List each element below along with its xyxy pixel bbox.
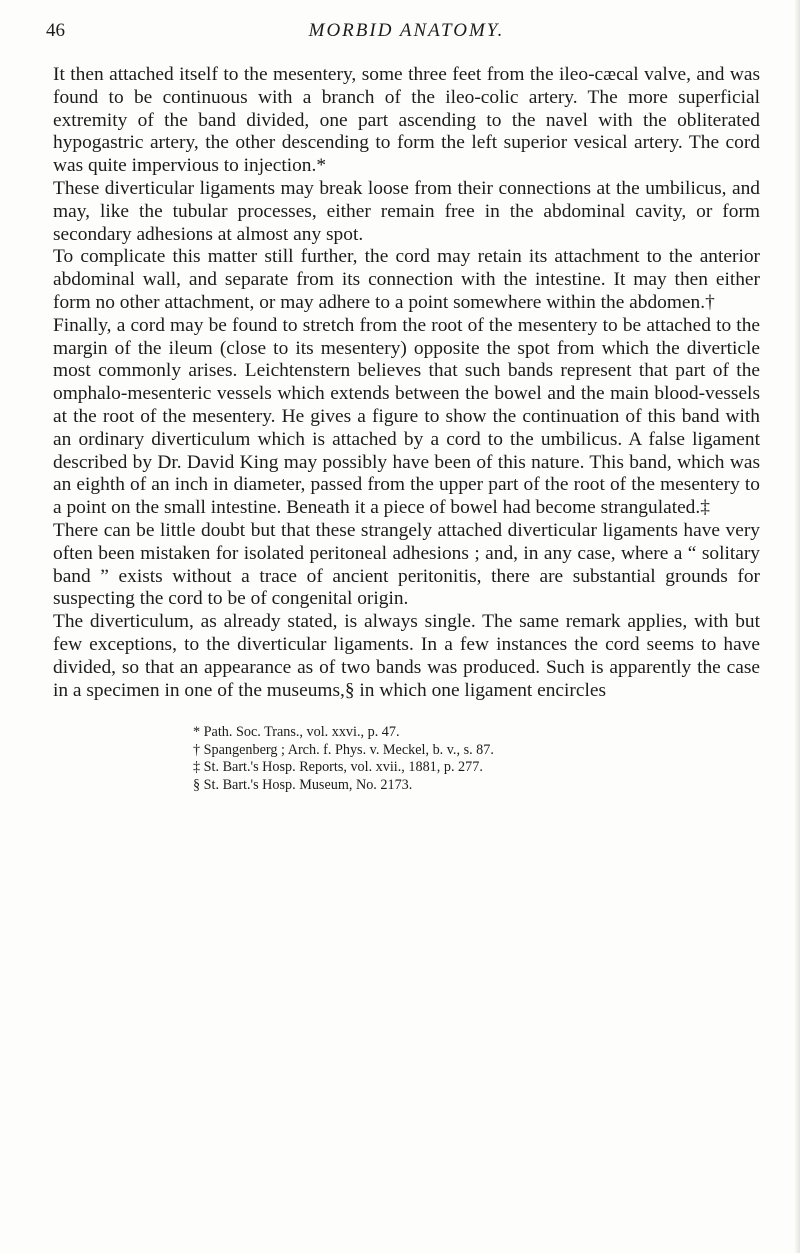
paragraph: It then attached itself to the mesentery, some three feet from the ileo-cæcal valve, and was found to be continuous with a branch of the ileo-colic artery. The more superficial extremity of the band divided, one part ascending to the navel with the obliterated hypogastric artery, the other descending to form the left superior vesical artery. The cord was quite impervious to injection.* [53,64,760,177]
paragraph: There can be little doubt but that these strangely attached diverticular ligaments have very often been mistaken for isolated peritoneal adhesions ; and, in any case, where a “ solitary band ” exists without a trace of ancient peritonitis, there are substantial grounds for suspecting the cord to be of congenital origin. [53,519,760,610]
footnote: * Path. Soc. Trans., vol. xxvi., p. 47. [193,724,400,741]
page-header [46,14,760,54]
footnotes [193,724,760,794]
footnote: ‡ St. Bart.'s Hosp. Reports, vol. xvii., 1881, p. 277. [193,759,483,776]
paragraph: Finally, a cord may be found to stretch from the root of the mesentery to be attached to the margin of the ileum (close to its mesentery) opposite the spot from which the diverticle most commonly arises. Leichtenstern believes that such bands represent that part of the omphalo-mesenteric vessels which extends between the bowel and the main blood-vessels at the root of the mesentery. He gives a figure to show the continuation of this band with an ordinary diverticulum which is attached by a cord to the umbilicus. A false ligament described by Dr. David King may possibly have been of this nature. This band, which was an eighth of an inch in diameter, passed from the upper part of the root of the mesentery to a point on the small intestine. Beneath it a piece of bowel had become strangulated.‡ [53,314,760,519]
running-head: MORBID ANATOMY. [308,20,505,41]
body-text [53,64,760,702]
paragraph: To complicate this matter still further, the cord may retain its attachment to the anterior abdominal wall, and separate from its connection with the intestine. It may then either form no other attachment, or may adhere to a point somewhere within the abdomen.† [53,246,760,313]
page-number: 46 [46,20,65,41]
book-page [46,0,760,794]
page-edge-shadow [794,0,800,1253]
paragraph: These diverticular ligaments may break loose from their connections at the umbilicus, and may, like the tubular processes, either remain free in the abdominal cavity, or form secondary adhesions at almost any spot. [53,177,760,245]
footnote: † Spangenberg ; Arch. f. Phys. v. Meckel, b. v., s. 87. [193,741,494,758]
footnote: § St. Bart.'s Hosp. Museum, No. 2173. [193,776,413,793]
paragraph: The diverticulum, as already stated, is always single. The same remark applies, with but few exceptions, to the diverticular ligaments. In a few instances the cord seems to have divided, so that an appearance as of two bands was produced. Such is apparently the case in a specimen in one of the museums,§ in which one ligament encircles [53,611,760,701]
